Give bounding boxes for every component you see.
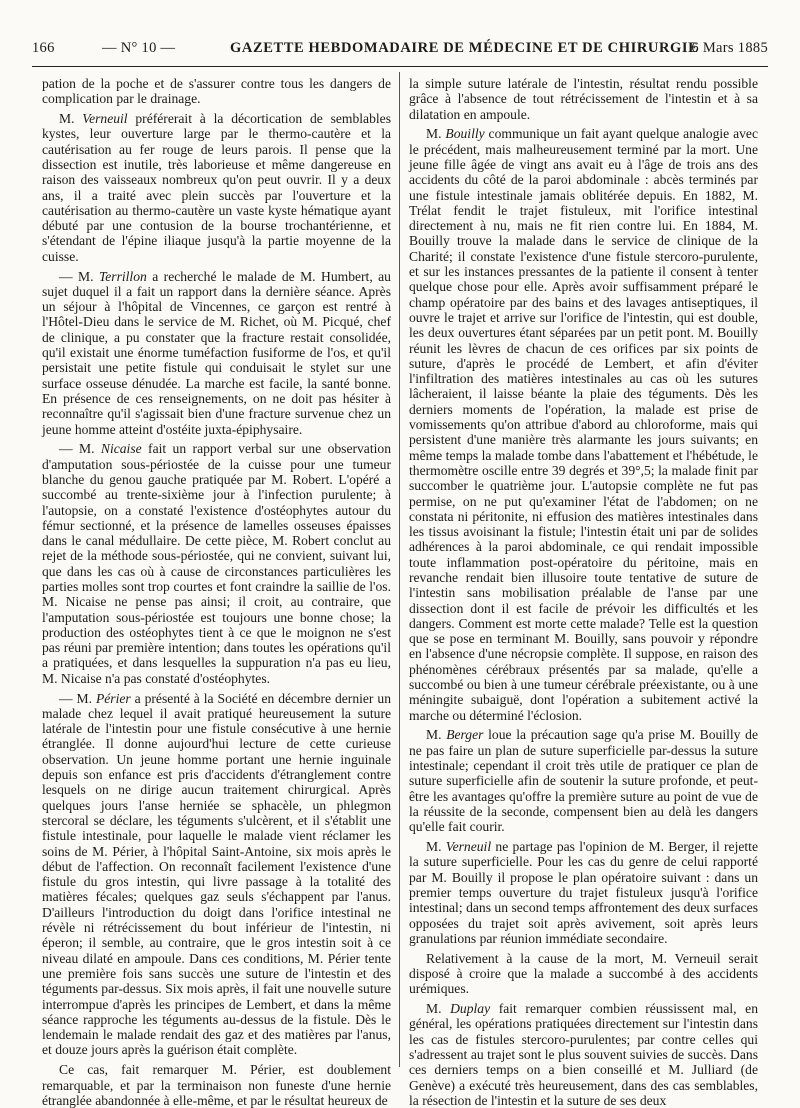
paragraph-text: a recherché le malade de M. Humbert, au sujet duquel il a fait un rapport dans la dernière séance. Après un séjour à l'hôpital de Vincennes, ce garçon est rentré à l'Hôtel-Dieu dans le service de M. Richet, où M. Picqué, chef de clinique, a pu constater que la fracture restait consolidée, qu'il existait une énorme tuméfaction fusiforme de l'os, et qu'il persistait une petite fistule qui conduisait le stylet sur une surface osseuse dénudée. La marche est facile, la santé bonne. En présence de ces renseignements, on ne doit pas hésiter à reconnaître qu'il s'agissait bien d'une fracture survenue chez un jeune homme atteint d'ostéite juxta-épiphysaire.	[42, 268, 391, 437]
paragraph	[42, 76, 391, 107]
paragraph-text: M.	[426, 1001, 451, 1017]
paragraph	[409, 951, 758, 997]
paragraph-text: Relativement à la cause de la mort, M. Verneuil serait disposé à croire que la malade a succombé à des accidents urémiques.	[409, 950, 758, 997]
paragraph	[409, 727, 758, 834]
paragraph-text: M.	[59, 111, 83, 127]
paragraph-text: préférerait à la décortication de semblables kystes, leur ouverture large par le thermo-cautère et la cautérisation au fer rouge de leurs parois. Il pense que la dissection est inutile, très laborieuse et même dangereuse en raison des vaisseaux nombreux qu'on peut ouvrir. Il y a deux ans, il a traité avec plein succès par l'ouverture et la cautérisation au thermo-cautère un vaste kyste hématique ayant débuté par une contusion de la bourse trochantérienne, et s'étendant de l'épine iliaque jusqu'à la partie moyenne de la cuisse.	[42, 111, 391, 264]
paragraph	[409, 76, 758, 122]
paragraph-text: ne partage pas l'opinion de M. Berger, il rejette la suture superficielle. Pour les cas du genre de celui rapporté par M. Bouilly il propose le plan opératoire suivant : dans un premier temps ouverture du trajet fistuleux jusqu'à l'orifice intestinal; dans un second temps affrontement des deux surfaces opposées du trajet soit après avivement, soit après leurs granulations par réunion immédiate secondaire.	[409, 839, 758, 946]
paragraph	[42, 111, 391, 264]
paragraph-text: M.	[426, 727, 447, 743]
speaker-name: Nicaise	[100, 441, 142, 457]
paragraph-text: — M.	[59, 441, 101, 457]
paragraph	[42, 691, 391, 1058]
page-header	[32, 36, 768, 60]
paragraph-text: a présenté à la Société en décembre dernier un malade chez lequel il avait pratiqué heureusement la suture latérale de l'intestin pour une fistule consécutive à une hernie étranglée. Il donne aujourd'hui lecture de cette curieuse observation. Un jeune homme portant une hernie inguinale depuis son enfance est pris d'accidents d'étranglement contre lesquels on ne dirige aucun traitement chirurgical. Après quelques jours l'anse herniée se sphacèle, un phlegmon stercoral se déclare, les téguments s'ulcèrent, et il s'établit une fistule intestinale, pour laquelle le malade vient réclamer les soins de M. Périer, à l'hôpital Saint-Antoine, six mois après le début de l'affection. On reconnaît facilement l'existence d'une fistule du gros intestin, qui livre passage à la totalité des matières fécales; quelques gaz seuls s'échappent par l'anus. D'ailleurs l'introduction du doigt dans l'orifice intestinal ne révèle ni rétrécissement du bout inférieur de l'intestin, ni éperon; il semble, au contraire, que le gros intestin soit à ce niveau dilaté en ampoule. Dans ces conditions, M. Périer tente une première fois sans succès une suture de l'intestin et des téguments par-dessus. Six mois après, il fait une nouvelle suture interrompue d'après les principes de Lembert, et dans la même séance rapproche les téguments au-dessus de la fistule. Dès le lendemain le malade rendait des gaz et des matières par l'anus, et douze jours après la guérison était complète.	[42, 690, 391, 1058]
speaker-name: Duplay	[450, 1001, 491, 1017]
paragraph	[42, 441, 391, 686]
page-number: 166	[32, 40, 55, 56]
paragraph	[42, 269, 391, 437]
column-divider	[399, 72, 400, 1067]
left-column	[42, 76, 391, 1108]
paragraph	[409, 1001, 758, 1108]
paragraph-text: pation de la poche et de s'assurer contre tous les dangers de complication par le drainage.	[42, 76, 391, 107]
speaker-name: Verneuil	[445, 839, 492, 855]
paragraph-text: — M.	[59, 690, 96, 706]
paragraph	[409, 126, 758, 723]
paragraph-text: loue la précaution sage qu'a prise M. Bouilly de ne pas faire un plan de suture superficielle par-dessus la suture intestinale; cependant il croit très utile de pratiquer ce plan de suture superficielle afin de soutenir la suture profonde, et peut-être les avantages qu'offre la première suture au point de vue de la réussite de la seconde, compensent bien au delà les dangers qu'elle fait courir.	[409, 727, 758, 835]
paragraph	[409, 839, 758, 946]
paragraph-text: — M.	[59, 268, 99, 284]
paragraph-text: la simple suture latérale de l'intestin, résultat rendu possible grâce à l'absence de tout rétrécissement de l'intestin et à sa dilatation en ampoule.	[409, 76, 758, 122]
issue-date: 6 Mars 1885	[691, 40, 768, 56]
paragraph-text: fait remarquer combien réussissent mal, en général, les opérations pratiquées directement sur l'intestin dans les cas de fistules stercoro-purulentes; par contre celles qui s'adressent au trajet sont le plus souvent suivies de succès. Dans ces derniers temps on a bien conseillé et M. Julliard (de Genève) a exécuté très heureusement, dans des cas semblables, la résection de l'intestin et la suture de ses deux	[409, 1001, 758, 1108]
paragraph	[42, 1062, 391, 1108]
paragraph-text: M.	[426, 126, 446, 142]
paragraph-text: M.	[426, 839, 446, 855]
speaker-name: Verneuil	[82, 111, 128, 127]
speaker-name: Bouilly	[445, 126, 485, 142]
journal-title: GAZETTE HEBDOMADAIRE DE MÉDECINE ET DE CHIRURGIE	[230, 40, 699, 56]
speaker-name: Terrillon	[98, 268, 147, 284]
paragraph-text: communique un fait ayant quelque analogie avec le précédent, mais malheureusement terminé par la mort. Une jeune fille âgée de vingt ans avait eu à l'âge de trois ans des accidents du côté de la paroi abdominale : abcès terminés par une fistule intestinale jamais oblitérée depuis. En 1882, M. Trélat fendit le trajet fistuleux, mit l'orifice intestinal directement à nu, mais ne fit rien contre lui. En 1884, M. Bouilly trouve la malade dans le service de clinique de la Charité; il constate l'existence d'une fistule stercoro-purulente, et sur les instances pressantes de la patiente il consent à tenter quelque chose pour elle. Après avoir suffisamment préparé le champ opératoire par des bains et des lavages antiseptiques, il ouvre le trajet et arrive sur l'orifice de l'intestin, qui est double, les deux ouvertures étant séparées par un petit pont. M. Bouilly réunit les lèvres de chacun de ces orifices par six points de suture, d'après le procédé de Lembert, et afin d'éviter l'infiltration des matières intestinales au cas où les sutures lâcheraient, il laisse béante la plaie des téguments. Dès les derniers moments de l'opération, la malade est prise de vomissements qu'on attribue d'abord au chloroforme, mais qui persistent d'une manière très alarmante les jours suivants; en même temps la malade tombe dans l'abattement et l'hébétude, le thermomètre oscille entre 39 degrés et 39°,5; la malade finit par succomber le quatrième jour. L'autopsie complète ne fut pas permise, on ne put qu'examiner l'état de l'abdomen; on ne constata ni péritonite, ni effusion des matières intestinales dans les tissus avoisinant la fistule; l'intestin était uni par de solides adhérences à la paroi abdominale, ce qui rendait impossible toute inflammation post-opératoire du péritoine, mais en revanche rendait bien illusoire toute tentative de suture de l'intestin sans mobilisation préalable de l'anse par une dissection dont il est facile de prévoir les difficultés et les dangers. Comment est morte cette malade? Telle est la question que se pose en terminant M. Bouilly, sans pouvoir y répondre en l'absence d'une nécropsie complète. Il suppose, en raison des phénomènes cérébraux présentés par sa malade, qu'elle a succombé ou bien à une tumeur cérébrale préexistante, ou à une méningite subaiguë, dont l'opération a subitement activé la marche ou déterminé l'éclosion.	[409, 126, 758, 723]
issue-number: — N° 10 —	[102, 40, 176, 56]
speaker-name: Périer	[95, 690, 131, 706]
speaker-name: Berger	[446, 727, 484, 743]
paragraph-text: fait un rapport verbal sur une observation d'amputation sous-périostée de la cuisse pour une tumeur blanche du genou gauche pratiquée par M. Robert. L'opéré a succombé au trente-sixième jour à l'infection purulente; à l'autopsie, on a constaté l'existence d'ostéophytes autour du fémur sectionné, et la présence de lamelles osseuses épaisses dans le canal médullaire. De cette pièce, M. Robert conclut au rejet de la méthode sous-périostée, qui ne convient, suivant lui, que dans les cas où à cause de circonstances particulières les parties molles sont trop courtes et font craindre la saillie de l'os. M. Nicaise ne pense pas ainsi; il croit, au contraire, que l'amputation sous-périostée est toujours une bonne chose; la production des ostéophytes tient à ce que le moignon ne s'est pas réuni par première intention; dans toutes les opérations qu'il a pratiquées, et dans lesquelles la suppuration n'a pas eu lieu, M. Nicaise n'a pas constaté d'ostéophytes.	[42, 441, 391, 686]
right-column	[409, 76, 758, 1108]
header-rule	[32, 66, 768, 67]
paragraph-text: Ce cas, fait remarquer M. Périer, est doublement remarquable, et par la terminaison non funeste d'une hernie étranglée abandonnée à elle-même, et par le résultat heureux de	[42, 1062, 391, 1108]
